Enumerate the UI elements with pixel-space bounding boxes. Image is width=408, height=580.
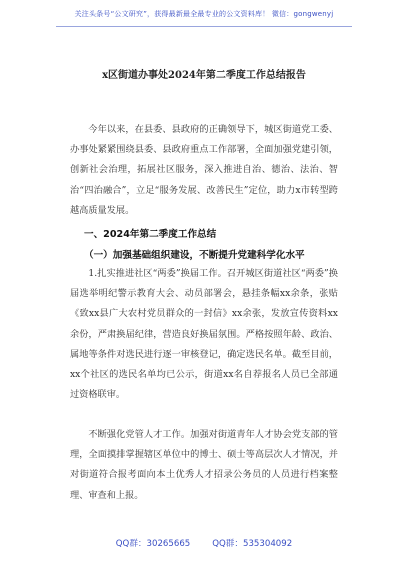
section-heading: 一、2024年第二季度工作总结: [84, 229, 217, 240]
document-title: x区街道办事处2024年第二季度工作总结报告: [102, 70, 306, 81]
footer-qq-group-1: QQ群：30265665: [115, 539, 191, 549]
paragraph-2: [70, 425, 338, 506]
paragraph-1-text: 1.扎实推进社区“两委”换届工作。召开城区街道社区“两委”换届选举明纪警示教育大会、动员部署会，悬挂条幅xx余条，张贴《致xx县广大农村党员群众的一封信》xx余张，发放宣传资料xx余份，严肃换届纪律，营造良好换届氛围。严格按照年龄、政治、属地等条件对选民进行逐一审核登记，确定选民名单。截至目前，xx个社区的选民名单均已公示，街道xx名自荐报名人员已全部通过资格联审。: [70, 268, 338, 401]
paragraph-1: [70, 264, 338, 405]
footer-qq-group-2: QQ群：535304092: [212, 539, 293, 549]
intro-paragraph: [70, 120, 338, 221]
subsection-heading: （一）加强基础组织建设，不断提升党建科学化水平: [84, 250, 305, 261]
paragraph-2-text: 不断强化党管人才工作。加强对街道青年人才协会党支部的管理，全面摸排掌握辖区单位中的博士、硕士等高层次人才情况，并对街道符合报考面向本土优秀人才招录公务员的人员进行档案整理、审查和上报。: [70, 429, 338, 501]
header-divider: [56, 26, 352, 27]
header-promo-note: 关注头条号“公文研究”，获得最新最全最专业的公文资料库！ 微信：gongwenyj: [74, 10, 334, 18]
footer-contact: [0, 537, 408, 549]
intro-paragraph-text: 今年以来，在县委、县政府的正确领导下，城区街道党工委、办事处紧紧围绕县委、县政府重点工作部署，全面加强党建引领，创新社会治理，拓展社区服务，深入推进自治、德治、法治、智治“四治融合”，立足“服务发展、改善民生”定位，助力x市转型跨越高质量发展。: [70, 124, 338, 216]
